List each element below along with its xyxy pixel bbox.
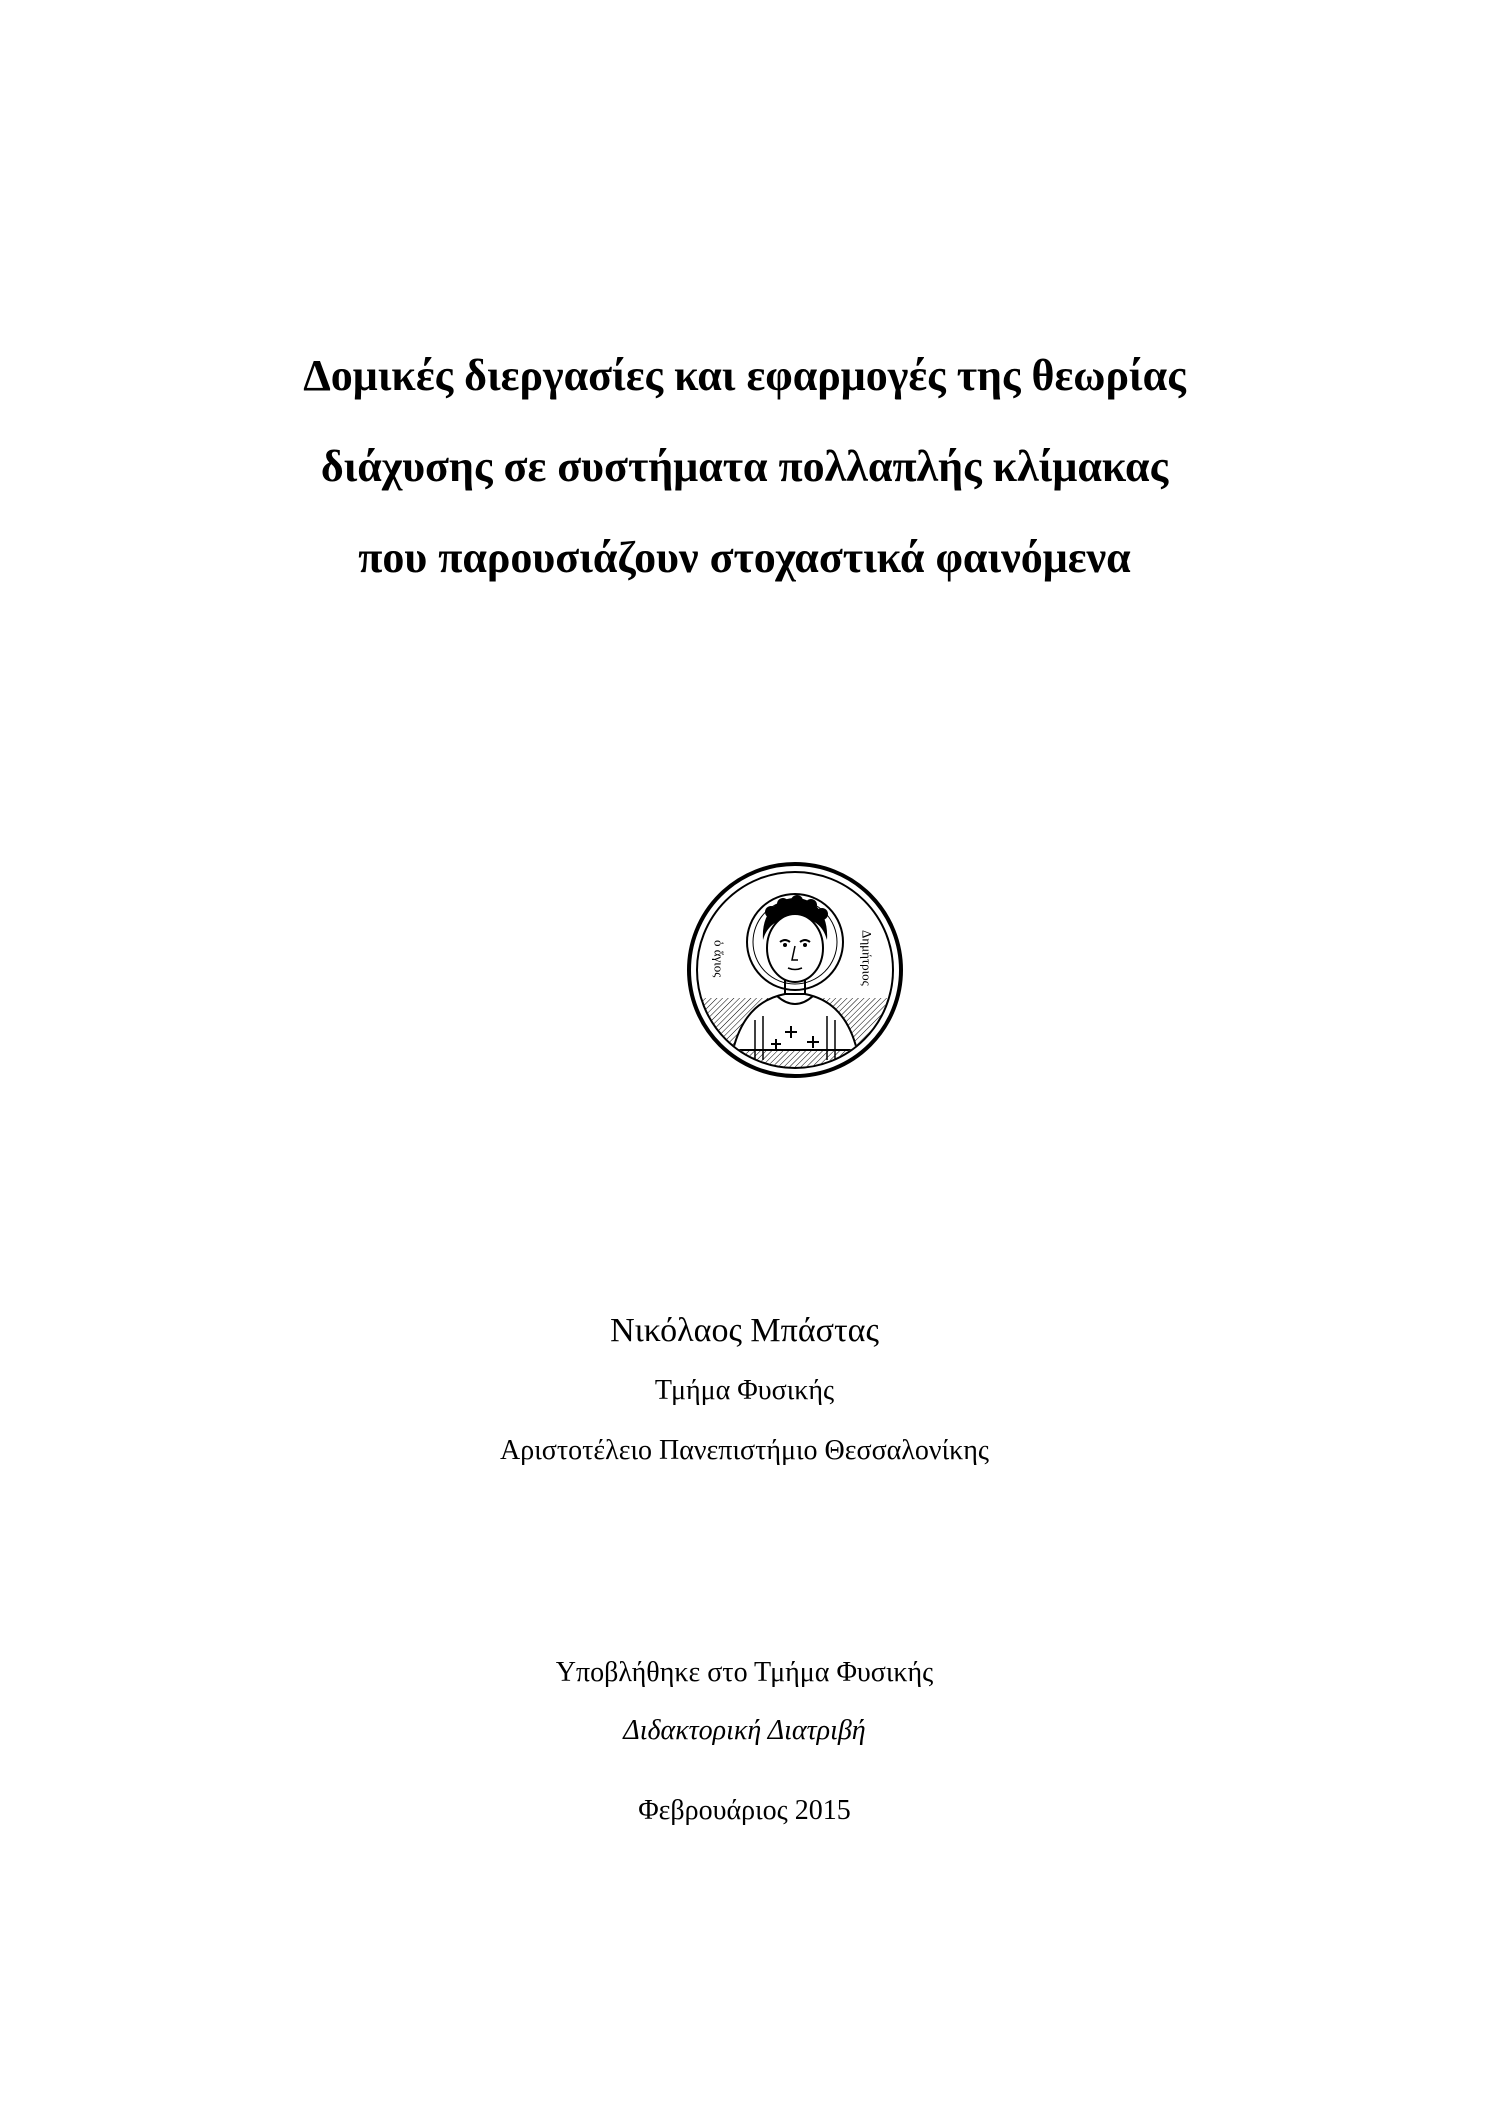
seal-left-inscription: ὁ ἅγιος [711, 940, 727, 978]
university-seal-icon [685, 860, 905, 1080]
seal-right-inscription: Δημήτριος [859, 930, 875, 986]
thesis-title [0, 330, 1489, 603]
submission-date: Φεβρουάριος 2015 [638, 1795, 851, 1826]
title-line-2: διάχυσης σε συστήματα πολλαπλής κλίμακας [320, 442, 1169, 491]
document-type: Διδακτορική Διατριβή [623, 1715, 866, 1746]
author-name: Νικόλαος Μπάστας [610, 1312, 879, 1349]
university: Αριστοτέλειο Πανεπιστήμιο Θεσσαλονίκης [500, 1435, 989, 1466]
title-line-1: Δομικές διεργασίες και εφαρμογές της θεωρίας [303, 351, 1186, 400]
department: Τμήμα Φυσικής [654, 1375, 835, 1406]
submitted-to: Υποβλήθηκε στο Τμήμα Φυσικής [555, 1657, 934, 1688]
title-line-3: που παρουσιάζουν στοχαστικά φαινόμενα [358, 533, 1131, 582]
